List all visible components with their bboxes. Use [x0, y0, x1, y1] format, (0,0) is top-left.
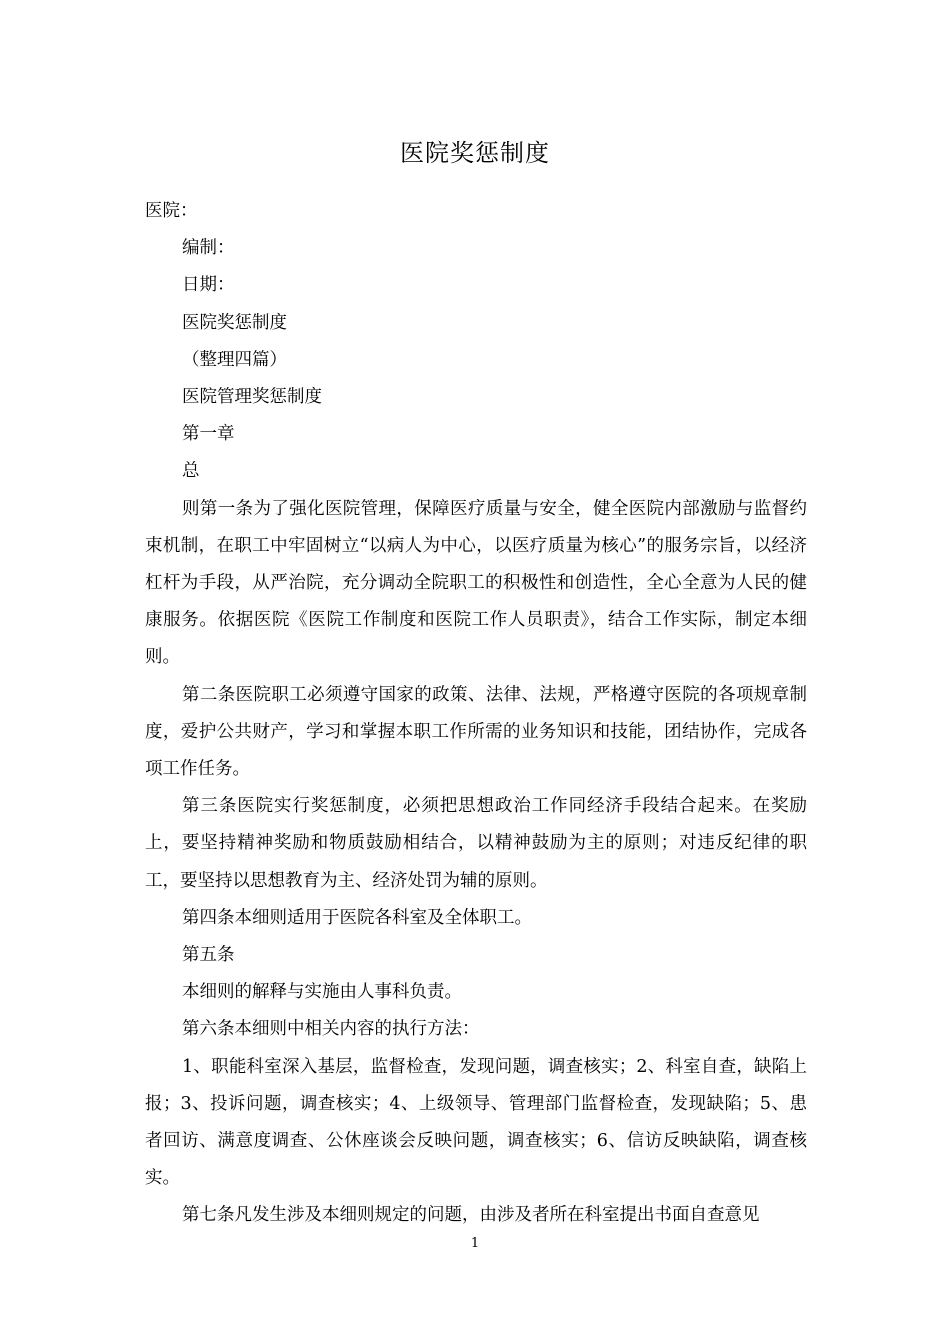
article-7: 第七条凡发生涉及本细则规定的问题，由涉及者所在科室提出书面自查意见: [182, 1205, 760, 1226]
page-number: 1: [470, 1236, 480, 1251]
article-6: 第六条本细则中相关内容的执行方法：: [182, 1019, 480, 1040]
article-5-text: 本细则的解释与实施由人事科负责。: [182, 982, 462, 1003]
subtitle: 医院奖惩制度: [182, 312, 287, 333]
article-4: 第四条本细则适用于医院各科室及全体职工。: [182, 907, 532, 928]
chapter-name: 总: [182, 461, 200, 482]
document-title: 医院奖惩制度: [400, 139, 550, 167]
compiler-label: 编制：: [182, 238, 235, 259]
chapter-heading: 第一章: [182, 424, 235, 445]
collection-note: （整理四篇）: [182, 349, 287, 370]
document-body: [145, 193, 807, 1235]
article-6-methods: 1、职能科室深入基层，监督检查，发现问题，调查核实；2、科室自查，缺陷上报；3、投诉问题，调查核实；4、上级领导、管理部门监督检查，发现缺陷；5、患者回访、满意度调查、公休座谈会反映问题，调查核实；6、信访反映缺陷，调查核实。: [145, 1056, 807, 1189]
article-5-heading: 第五条: [182, 945, 235, 966]
article-3: 第三条医院实行奖惩制度，必须把思想政治工作同经济手段结合起来。在奖励上，要坚持精神奖励和物质鼓励相结合，以精神鼓励为主的原则；对违反纪律的职工，要坚持以思想教育为主、经济处罚为辅的原则。: [145, 796, 807, 891]
article-2: 第二条医院职工必须遵守国家的政策、法律、法规，严格遵守医院的各项规章制度，爱护公共财产，学习和掌握本职工作所需的业务知识和技能，团结协作，完成各项工作任务。: [145, 684, 807, 780]
article-1: 则第一条为了强化医院管理，保障医疗质量与安全，健全医院内部激励与监督约束机制，在职工中牢固树立“以病人为中心，以医疗质量为核心”的服务宗旨，以经济杠杆为手段，从严治院，充分调动全院职工的积极性和创造性，全心全意为人民的健康服务。依据医院《医院工作制度和医院工作人员职责》，结合工作实际，制定本细则。: [145, 498, 807, 668]
hospital-label: 医院：: [145, 201, 198, 221]
date-label: 日期：: [182, 275, 235, 296]
section-title: 医院管理奖惩制度: [182, 387, 322, 408]
